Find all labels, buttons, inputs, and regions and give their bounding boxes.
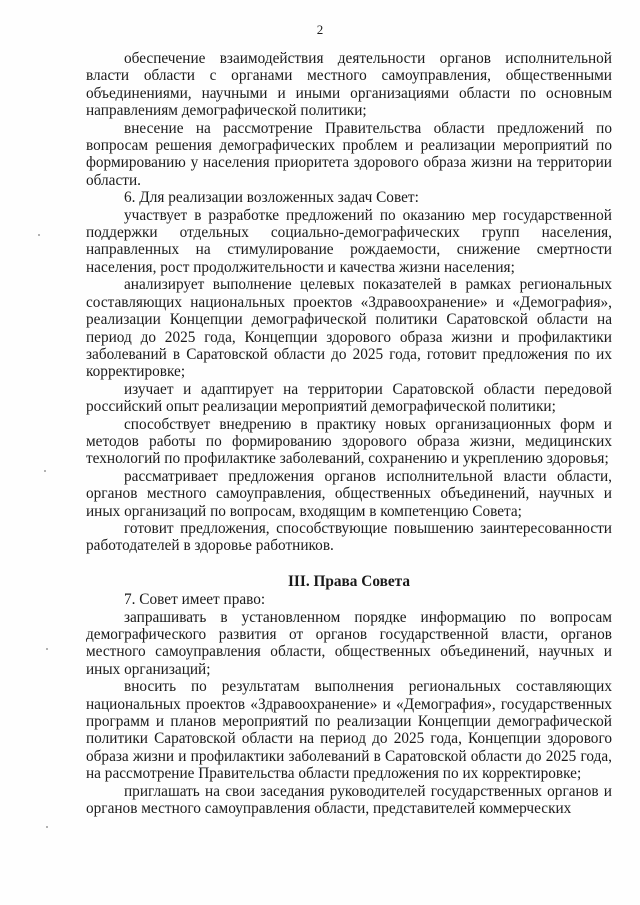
scan-speck [44,470,46,472]
paragraph: 6. Для реализации возложенных задач Совет: [124,189,419,207]
paragraph: участвует в разработке предложений по оказанию мер государственной поддержки отдельных социально-демографических групп населения, направленных на стимулирование рождаемости, снижение смертности населения, рост продолжительности и качества жизни населения; [86,206,612,276]
scan-speck [38,234,40,236]
page-number: 2 [316,22,324,37]
scan-speck [46,648,48,650]
paragraph: вносить по результатам выполнения региональных составляющих национальных проектов «Здравоохранение» и «Демография», государственных программ и планов мероприятий по реализации Концепции демографической политики Саратовской области на период до 2025 года, Концепции здорового образа жизни и профилактики заболеваний в Саратовской области до 2025 года, на рассмотрение Правительства области предложения по их корректировке; [86,678,612,783]
paragraph: анализирует выполнение целевых показателей в рамках региональных составляющих национальных проектов «Здравоохранение» и «Демография», реализации Концепции демографической политики Саратовской области на период до 2025 года, Концепции здорового образа жизни и профилактики заболеваний в Саратовской области до 2025 года, готовит предложения по их корректировке; [86,276,612,381]
paragraph: способствует внедрению в практику новых организационных форм и методов работы по формированию здорового образа жизни, медицинских технологий по профилактике заболеваний, сохранению и укреплению здоровья; [86,415,612,468]
document-body [86,50,612,817]
paragraph: 7. Совет имеет право: [124,591,266,609]
paragraph: рассматривает предложения органов исполнительной власти области, органов местного самоуправления, общественных объединений, научных и иных организаций по вопросам, входящим в компетенцию Совета; [86,467,612,520]
paragraph: готовит предложения, способствующие повышению заинтересованности работодателей в здоровье работников. [86,519,612,555]
scan-speck [46,826,48,828]
paragraph: обеспечение взаимодействия деятельности органов исполнительной власти области с органами местного самоуправления, общественными объединениями, научными и иными организациями области по основным направлениям демографической политики; [86,50,612,120]
section-heading: III. Права Совета [287,572,410,590]
paragraph: изучает и адаптирует на территории Саратовской области передовой российский опыт реализации мероприятий демографической политики; [86,380,612,416]
paragraph: приглашать на свои заседания руководителей государственных органов и органов местного самоуправления области, представителей коммерческих [86,782,612,818]
paragraph: внесение на рассмотрение Правительства области предложений по вопросам решения демографических проблем и реализации мероприятий по формированию у населения приоритета здорового образа жизни на территории области. [86,119,612,189]
paragraph: запрашивать в установленном порядке информацию по вопросам демографического развития от органов государственной власти, органов местного самоуправления области, общественных объединений, научных и иных организаций; [86,608,612,678]
